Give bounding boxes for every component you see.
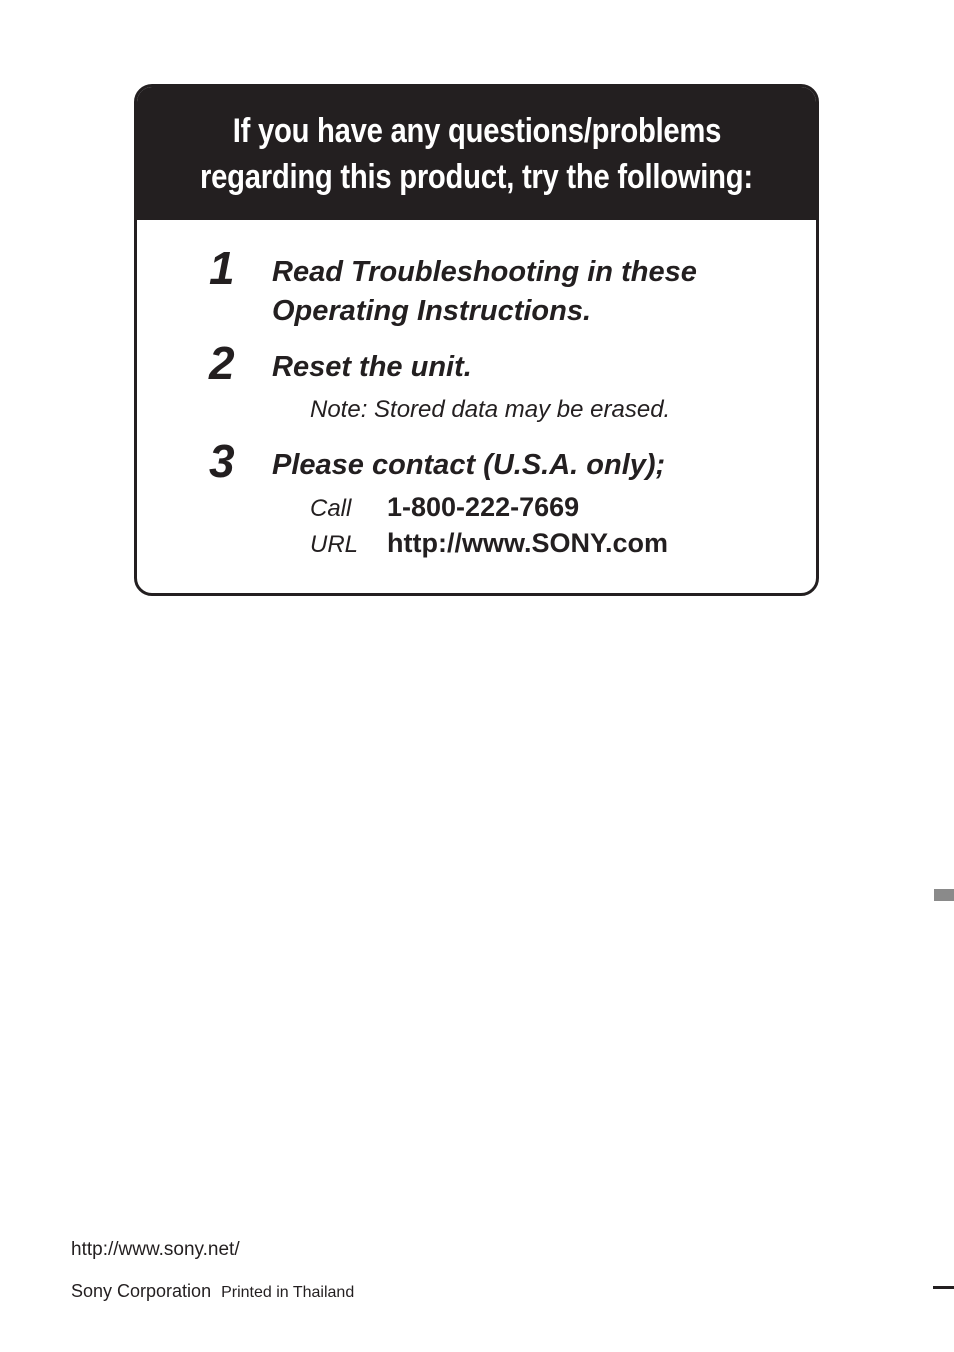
- step-1-number: 1: [209, 242, 235, 294]
- edge-tab-mark: [934, 889, 954, 901]
- footer-printed-in: Printed in Thailand: [221, 1284, 355, 1301]
- header-line-1: If you have any questions/problems: [232, 111, 721, 150]
- help-box: [134, 84, 819, 596]
- support-url: http://www.SONY.com: [387, 528, 669, 558]
- step-3-title: Please contact (U.S.A. only);: [272, 449, 666, 481]
- footer-url: http://www.sony.net/: [71, 1239, 240, 1260]
- step-1-title-line-2: Operating Instructions.: [272, 295, 592, 327]
- footer-corporation: Sony Corporation: [71, 1281, 212, 1301]
- step-3-number: 3: [209, 435, 235, 487]
- call-label: Call: [310, 495, 352, 522]
- url-label: URL: [310, 531, 359, 558]
- header-line-2: regarding this product, try the following:: [200, 157, 753, 196]
- step-2-number: 2: [209, 337, 235, 389]
- crop-mark: [933, 1286, 954, 1289]
- step-1-title-line-1: Read Troubleshooting in these: [272, 256, 697, 288]
- help-box-header: [137, 87, 816, 220]
- call-number: 1-800-222-7669: [387, 492, 580, 522]
- step-2-title: Reset the unit.: [272, 351, 472, 383]
- step-2-note: Note: Stored data may be erased.: [310, 396, 671, 423]
- footer-imprint: [71, 1279, 354, 1305]
